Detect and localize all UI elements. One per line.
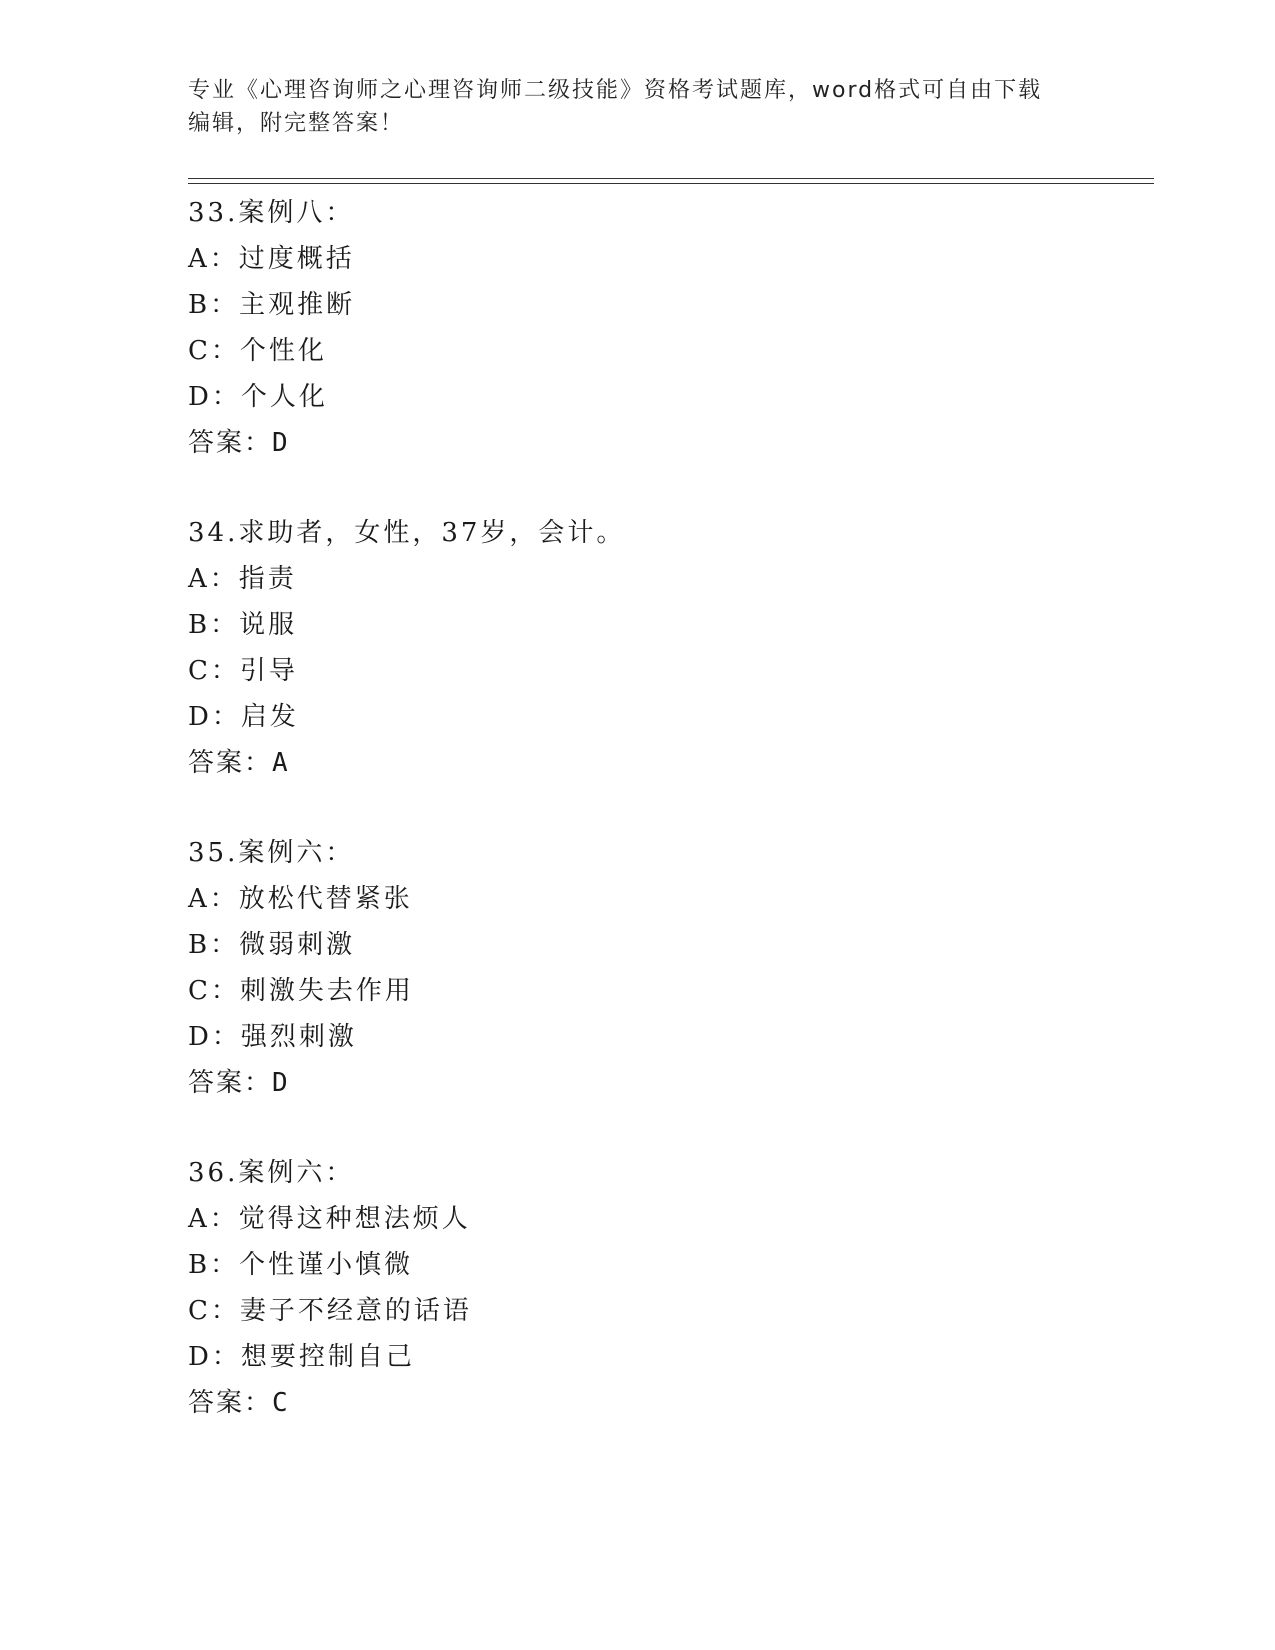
question-list — [188, 190, 1154, 1470]
answer: 答案：A — [188, 748, 290, 778]
option-c: C：引导 — [188, 656, 298, 686]
question-stem: 36.案例六： — [188, 1158, 355, 1188]
question-36 — [188, 1150, 1154, 1426]
question-35 — [188, 830, 1154, 1106]
header-divider-top — [188, 178, 1154, 179]
option-d: D：想要控制自己 — [188, 1342, 415, 1372]
option-b: B：微弱刺激 — [188, 930, 356, 960]
option-d: D：个人化 — [188, 382, 328, 412]
option-c: C：刺激失去作用 — [188, 976, 414, 1006]
answer: 答案：C — [188, 1388, 290, 1418]
option-c: C：个性化 — [188, 336, 327, 366]
option-c: C：妻子不经意的话语 — [188, 1296, 472, 1326]
question-stem: 33.案例八： — [188, 198, 355, 228]
answer: 答案：D — [188, 1068, 290, 1098]
option-b: B：主观推断 — [188, 290, 356, 320]
header-divider-bottom — [188, 183, 1154, 184]
question-stem: 35.案例六： — [188, 838, 355, 868]
option-a: A：放松代替紧张 — [188, 884, 413, 914]
header-line-1: 专业《心理咨询师之心理咨询师二级技能》资格考试题库，word格式可自由下载 — [188, 78, 1043, 103]
option-d: D：强烈刺激 — [188, 1022, 357, 1052]
option-b: B：说服 — [188, 610, 298, 640]
option-a: A：觉得这种想法烦人 — [188, 1204, 471, 1234]
question-34 — [188, 510, 1154, 786]
question-33 — [188, 190, 1154, 466]
question-stem: 34.求助者，女性，37岁，会计。 — [188, 518, 626, 548]
option-d: D：启发 — [188, 702, 299, 732]
option-a: A：过度概括 — [188, 244, 355, 274]
option-a: A：指责 — [188, 564, 297, 594]
document-header — [188, 74, 1088, 140]
header-line-2: 编辑，附完整答案！ — [188, 111, 405, 136]
answer: 答案：D — [188, 428, 290, 458]
option-b: B：个性谨小慎微 — [188, 1250, 414, 1280]
